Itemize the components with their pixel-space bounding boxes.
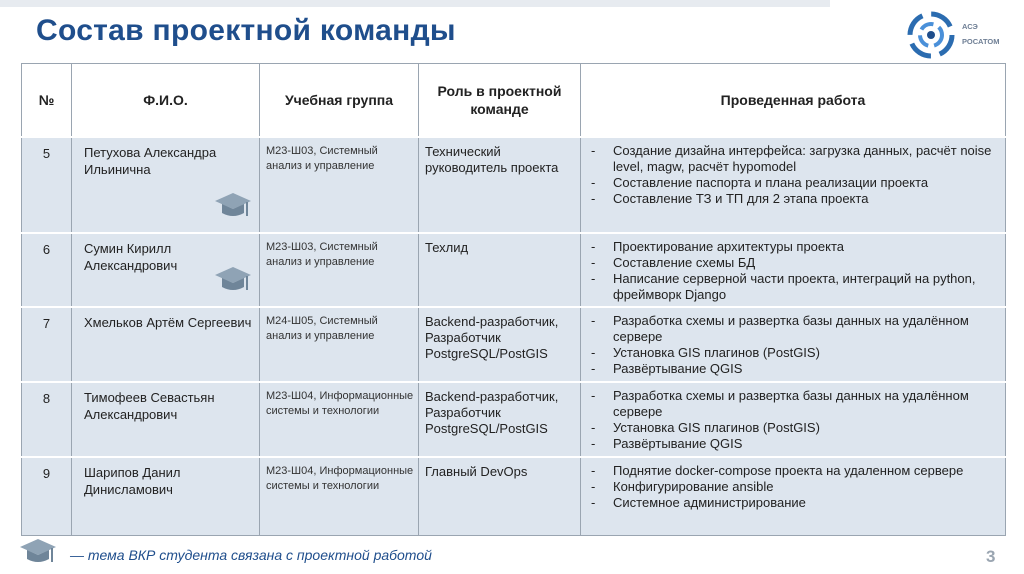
row-role: Технический руководитель проекта [419, 137, 581, 233]
page-number: 3 [986, 547, 996, 566]
table-row [22, 382, 1006, 457]
work-item: - Развёртывание QGIS [587, 361, 999, 377]
row-group: М23-Ш03, Системный анализ и управление [260, 233, 419, 307]
row-work [581, 233, 1006, 307]
row-work [581, 457, 1006, 535]
row-group: М23-Ш03, Системный анализ и управление [260, 137, 419, 233]
work-item: - Составление ТЗ и ТП для 2 этапа проекта [587, 191, 999, 207]
work-list [587, 143, 999, 207]
work-list [587, 239, 999, 303]
header-name: Ф.И.О. [72, 64, 260, 138]
header-role: Роль в проектной команде [419, 64, 581, 138]
row-role: Backend-разработчик, Разработчик PostgreSQL/PostGIS [419, 382, 581, 457]
header-work: Проведенная работа [581, 64, 1006, 138]
slide-title: Состав проектной команды [36, 14, 456, 47]
header-group: Учебная группа [260, 64, 419, 138]
work-item: - Написание серверной части проекта, интеграций на python, фреймворк Django [587, 271, 999, 303]
work-item: - Создание дизайна интерфейса: загрузка данных, расчёт noise level, magw, расчёт hypomodel [587, 143, 999, 175]
row-group: М23-Ш04, Информационные системы и технологии [260, 382, 419, 457]
work-item: - Установка GIS плагинов (PostGIS) [587, 345, 999, 361]
graduation-cap-icon [16, 532, 60, 572]
table-row [22, 307, 1006, 382]
row-name-cell [72, 457, 260, 535]
row-name: Шарипов Данил Динисламович [84, 465, 181, 497]
table-row [22, 233, 1006, 307]
table-row [22, 457, 1006, 535]
work-item: - Разработка схемы и развертка базы данных на удалённом сервере [587, 388, 999, 420]
row-number: 5 [22, 137, 72, 233]
rosatom-logo [906, 10, 1016, 62]
row-name-cell [72, 382, 260, 457]
row-number: 9 [22, 457, 72, 535]
table-header-row [22, 64, 1006, 138]
row-work [581, 382, 1006, 457]
work-item: - Поднятие docker-compose проекта на удаленном сервере [587, 463, 999, 479]
top-accent-bar [0, 0, 830, 7]
work-list [587, 313, 999, 377]
work-item: - Проектирование архитектуры проекта [587, 239, 999, 255]
work-item: - Установка GIS плагинов (PostGIS) [587, 420, 999, 436]
row-number: 7 [22, 307, 72, 382]
row-number: 8 [22, 382, 72, 457]
logo-text-line2: РОСАТОМ [962, 37, 1000, 46]
row-name: Тимофеев Севастьян Александрович [84, 390, 215, 422]
row-work [581, 307, 1006, 382]
team-table [21, 63, 1006, 536]
row-role: Техлид [419, 233, 581, 307]
work-list [587, 388, 999, 452]
work-item: - Конфигурирование ansible [587, 479, 999, 495]
work-item: - Составление паспорта и плана реализации проекта [587, 175, 999, 191]
legend-text: — тема ВКР студента связана с проектной работой [70, 547, 432, 563]
work-list [587, 463, 999, 511]
header-number: № [22, 64, 72, 138]
row-role: Главный DevOps [419, 457, 581, 535]
row-work [581, 137, 1006, 233]
graduation-cap-icon [211, 258, 255, 302]
row-name: Петухова Александра Ильинична [84, 145, 217, 177]
work-item: - Составление схемы БД [587, 255, 999, 271]
atom-logo-icon [906, 10, 956, 60]
row-name: Сумин Кирилл Александрович [84, 241, 178, 273]
row-name-cell [72, 137, 260, 233]
row-number: 6 [22, 233, 72, 307]
row-name-cell [72, 307, 260, 382]
row-name: Хмельков Артём Сергеевич [84, 315, 252, 330]
row-group: М24-Ш05, Системный анализ и управление [260, 307, 419, 382]
work-item: - Системное администрирование [587, 495, 999, 511]
work-item: - Развёртывание QGIS [587, 436, 999, 452]
logo-text-line1: АСЭ [962, 22, 978, 31]
table-row [22, 137, 1006, 233]
row-role: Backend-разработчик, Разработчик PostgreSQL/PostGIS [419, 307, 581, 382]
work-item: - Разработка схемы и развертка базы данных на удалённом сервере [587, 313, 999, 345]
row-group: М23-Ш04, Информационные системы и технологии [260, 457, 419, 535]
row-name-cell [72, 233, 260, 307]
graduation-cap-icon [211, 184, 255, 228]
